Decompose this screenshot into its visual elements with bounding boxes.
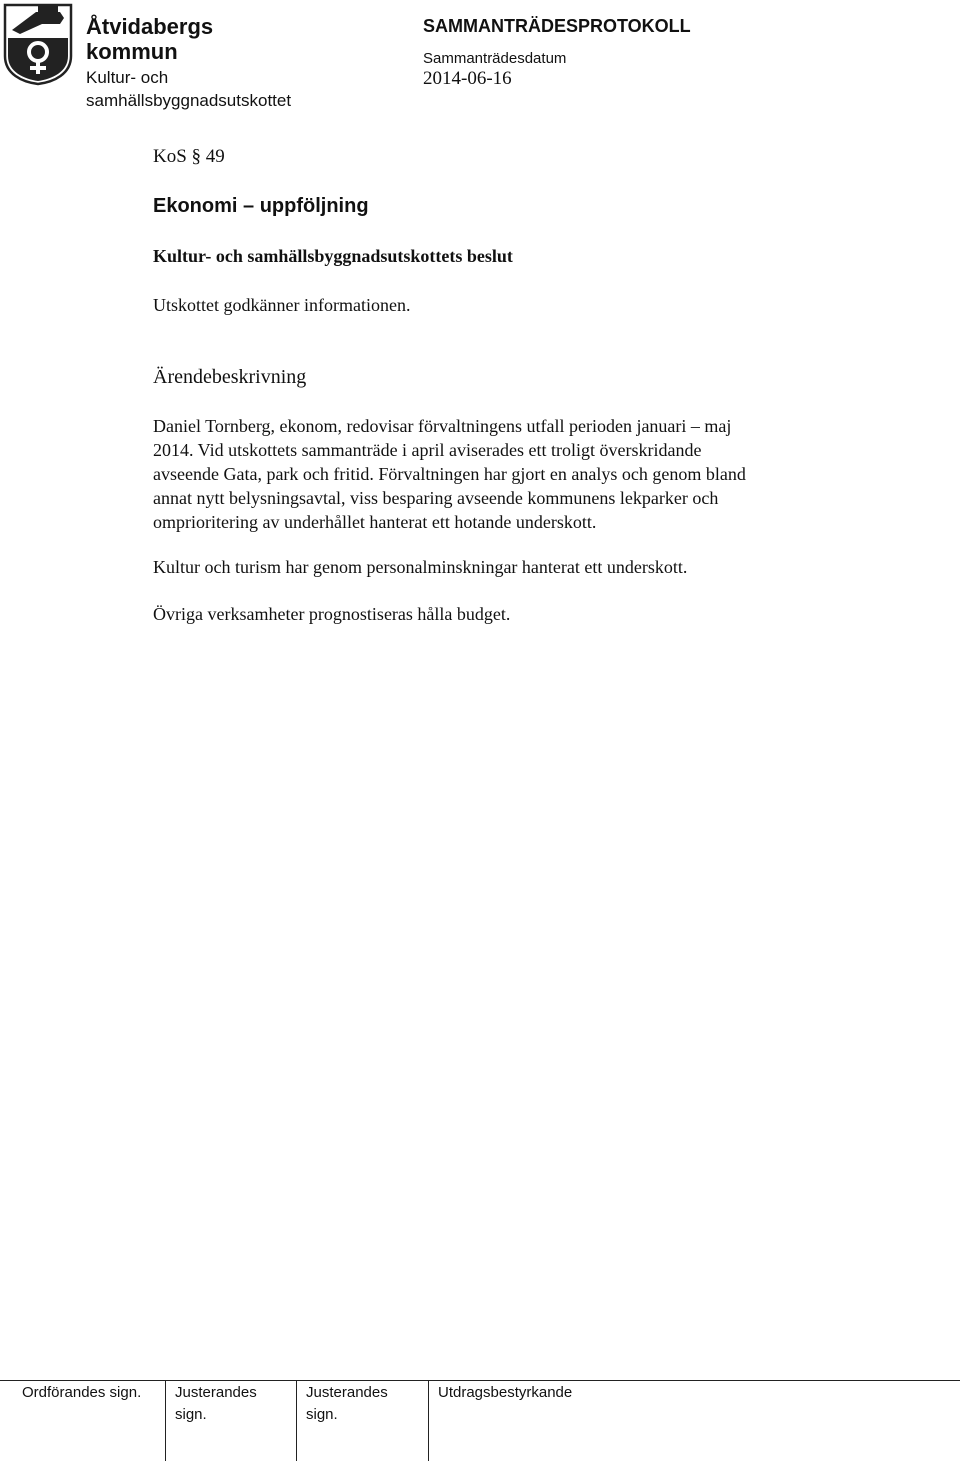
signature-cell-chair (22, 1381, 162, 1461)
signature-cell-label: Justerandes (175, 1384, 257, 1401)
body-paragraph: Övriga verksamheter prognostiseras hålla budget. (153, 604, 511, 624)
signature-cell-label: Utdragsbestyrkande (438, 1384, 573, 1401)
description-line: omprioritering av underhållet hanterat ett hotande underskott. (153, 512, 597, 532)
organization-name (86, 14, 213, 64)
meeting-date-label: Sammanträdesdatum (423, 50, 567, 67)
organization-name-line2: kommun (86, 39, 178, 64)
coat-of-arms-icon (2, 2, 74, 86)
signature-divider (165, 1381, 166, 1461)
description-line: 2014. Vid utskottets sammanträde i april aviserades ett troligt överskridande (153, 440, 702, 460)
description-line: avseende Gata, park och fritid. Förvaltningen har gjort en analys och genom bland (153, 464, 746, 484)
section-title: Ekonomi – uppföljning (153, 195, 369, 217)
document-type: SAMMANTRÄDESPROTOKOLL (423, 16, 691, 36)
organization-unit-line2: samhällsbyggnadsutskottet (86, 91, 292, 110)
signature-table (0, 1372, 960, 1461)
signature-cell-extract-certifier (438, 1381, 638, 1461)
paragraph-number: KoS § 49 (153, 146, 225, 167)
signature-divider (296, 1381, 297, 1461)
signature-cell-label: Ordförandes sign. (22, 1384, 142, 1401)
organization-unit (86, 66, 291, 112)
signature-cell-label: Justerandes (306, 1384, 388, 1401)
description-line: annat nytt belysningsavtal, viss besparing avseende kommunens lekparker och (153, 488, 719, 508)
decision-text: Utskottet godkänner informationen. (153, 295, 411, 315)
description-line: Daniel Tornberg, ekonom, redovisar förvaltningens utfall perioden januari – maj (153, 416, 732, 436)
signature-cell-label: sign. (175, 1406, 207, 1423)
organization-name-line1: Åtvidabergs (86, 14, 214, 39)
signature-cell-adjuster-1 (175, 1381, 290, 1461)
meeting-date-value: 2014-06-16 (423, 68, 512, 89)
signature-cell-adjuster-2 (306, 1381, 421, 1461)
signature-divider (428, 1381, 429, 1461)
body-paragraph: Kultur och turism har genom personalminskningar hanterat ett underskott. (153, 557, 688, 577)
signature-cell-label: sign. (306, 1406, 338, 1423)
description-text (153, 414, 853, 534)
description-heading: Ärendebeskrivning (153, 366, 307, 388)
decision-heading: Kultur- och samhällsbyggnadsutskottets beslut (153, 246, 513, 266)
organization-unit-line1: Kultur- och (86, 68, 169, 87)
